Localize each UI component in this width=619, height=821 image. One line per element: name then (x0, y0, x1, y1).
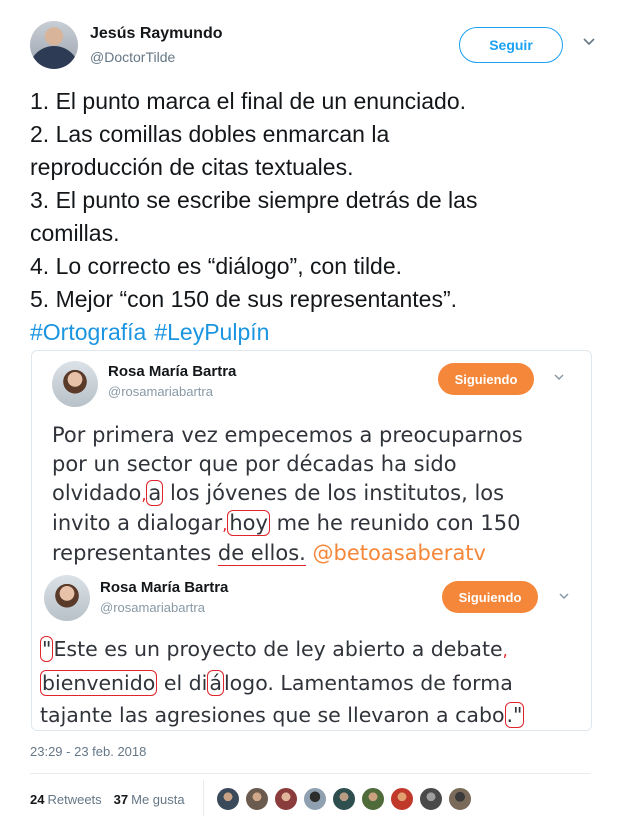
quoted-avatar (44, 575, 90, 621)
likes-count: 37 (113, 792, 129, 807)
author-handle[interactable]: @DoctorTilde (90, 49, 176, 65)
chevron-down-icon (553, 371, 565, 386)
quoted-word: representantes (52, 541, 218, 565)
embedded-screenshot[interactable] (31, 350, 592, 731)
quoted-handle: @rosamariabartra (100, 600, 205, 615)
quoted-line: Por primera vez empecemos a preocuparnos (52, 423, 523, 447)
tweet-stats (30, 792, 185, 807)
quoted-word: invito a dialogar (52, 511, 223, 535)
comma-mark: , (222, 515, 228, 534)
quoted-line: por un sector que por décadas ha sido (52, 452, 457, 476)
quoted-handle: @rosamariabartra (108, 384, 213, 399)
underlined-phrase: de ellos. (217, 541, 306, 565)
tweet-line: 5. Mejor “con 150 de sus representantes”. (30, 286, 458, 312)
circled-word: bienvenido (42, 671, 156, 695)
quoted-word: Este es un proyecto de ley abierto a debate (53, 637, 503, 661)
author-name[interactable]: Jesús Raymundo (90, 25, 223, 42)
quoted-text (52, 421, 523, 568)
quoted-tweet (32, 571, 591, 731)
tweet-text (30, 85, 600, 349)
liker-avatar[interactable] (332, 787, 356, 811)
quoted-name: Rosa María Bartra (108, 363, 237, 380)
stats-separator (203, 780, 204, 816)
quoted-word: logo. Lamentamos de forma (223, 671, 513, 695)
tweet-header (30, 21, 599, 73)
quoted-word: olvidado (52, 481, 142, 505)
likes-stat[interactable] (114, 792, 185, 807)
following-button: Siguiendo (442, 581, 538, 613)
divider (30, 773, 591, 774)
liker-avatar[interactable] (390, 787, 414, 811)
tweet-line: 3. El punto se escribe siempre detrás de las (30, 187, 478, 213)
liker-avatar[interactable] (361, 787, 385, 811)
quoted-text (40, 633, 524, 731)
mention-link: @betoasaberatv (312, 541, 486, 565)
retweets-count: 24 (30, 792, 45, 807)
comma-mark: , (141, 485, 147, 504)
hashtag-link[interactable]: #Ortografía (30, 319, 147, 345)
circled-punctuation: ." (506, 703, 523, 727)
quoted-word: me he reunido con 150 (269, 511, 521, 535)
tweet-line: 1. El punto marca el final de un enunciado. (30, 88, 467, 114)
quoted-word: los jóvenes de los institutos, los (163, 481, 505, 505)
likes-label: Me gusta (131, 792, 185, 807)
quoted-avatar (52, 361, 98, 407)
quoted-word: tajante las agresiones que se llevaron a cabo (40, 703, 505, 727)
liker-avatar[interactable] (419, 787, 443, 811)
tweet-line: reproducción de citas textuales. (30, 154, 354, 180)
following-button: Siguiendo (438, 363, 534, 395)
liker-avatar[interactable] (216, 787, 240, 811)
hashtag-row (30, 316, 600, 349)
quoted-name: Rosa María Bartra (100, 579, 229, 596)
quoted-tweet (32, 351, 591, 571)
liker-avatar[interactable] (448, 787, 472, 811)
circled-word: a (148, 481, 162, 505)
retweets-label: Retweets (47, 792, 102, 807)
chevron-down-icon (558, 590, 570, 605)
author-avatar[interactable] (30, 21, 78, 69)
tweet-timestamp[interactable]: 23:29 - 23 feb. 2018 (30, 744, 147, 759)
circled-quote: " (42, 637, 52, 661)
liker-avatars (216, 787, 477, 811)
liker-avatar[interactable] (303, 787, 327, 811)
comma-mark: , (502, 641, 508, 660)
liker-avatar[interactable] (245, 787, 269, 811)
liker-avatar[interactable] (274, 787, 298, 811)
circled-letter: á (209, 671, 222, 695)
quoted-word: el di (157, 671, 208, 695)
chevron-down-icon[interactable] (579, 35, 599, 55)
tweet-line: 2. Las comillas dobles enmarcan la (30, 121, 390, 147)
hashtag-link[interactable]: #LeyPulpín (154, 319, 270, 345)
retweets-stat[interactable] (30, 792, 102, 807)
follow-button[interactable]: Seguir (459, 27, 563, 63)
circled-word: hoy (229, 511, 268, 535)
tweet-line: 4. Lo correcto es “diálogo”, con tilde. (30, 253, 403, 279)
tweet-line: comillas. (30, 220, 120, 246)
